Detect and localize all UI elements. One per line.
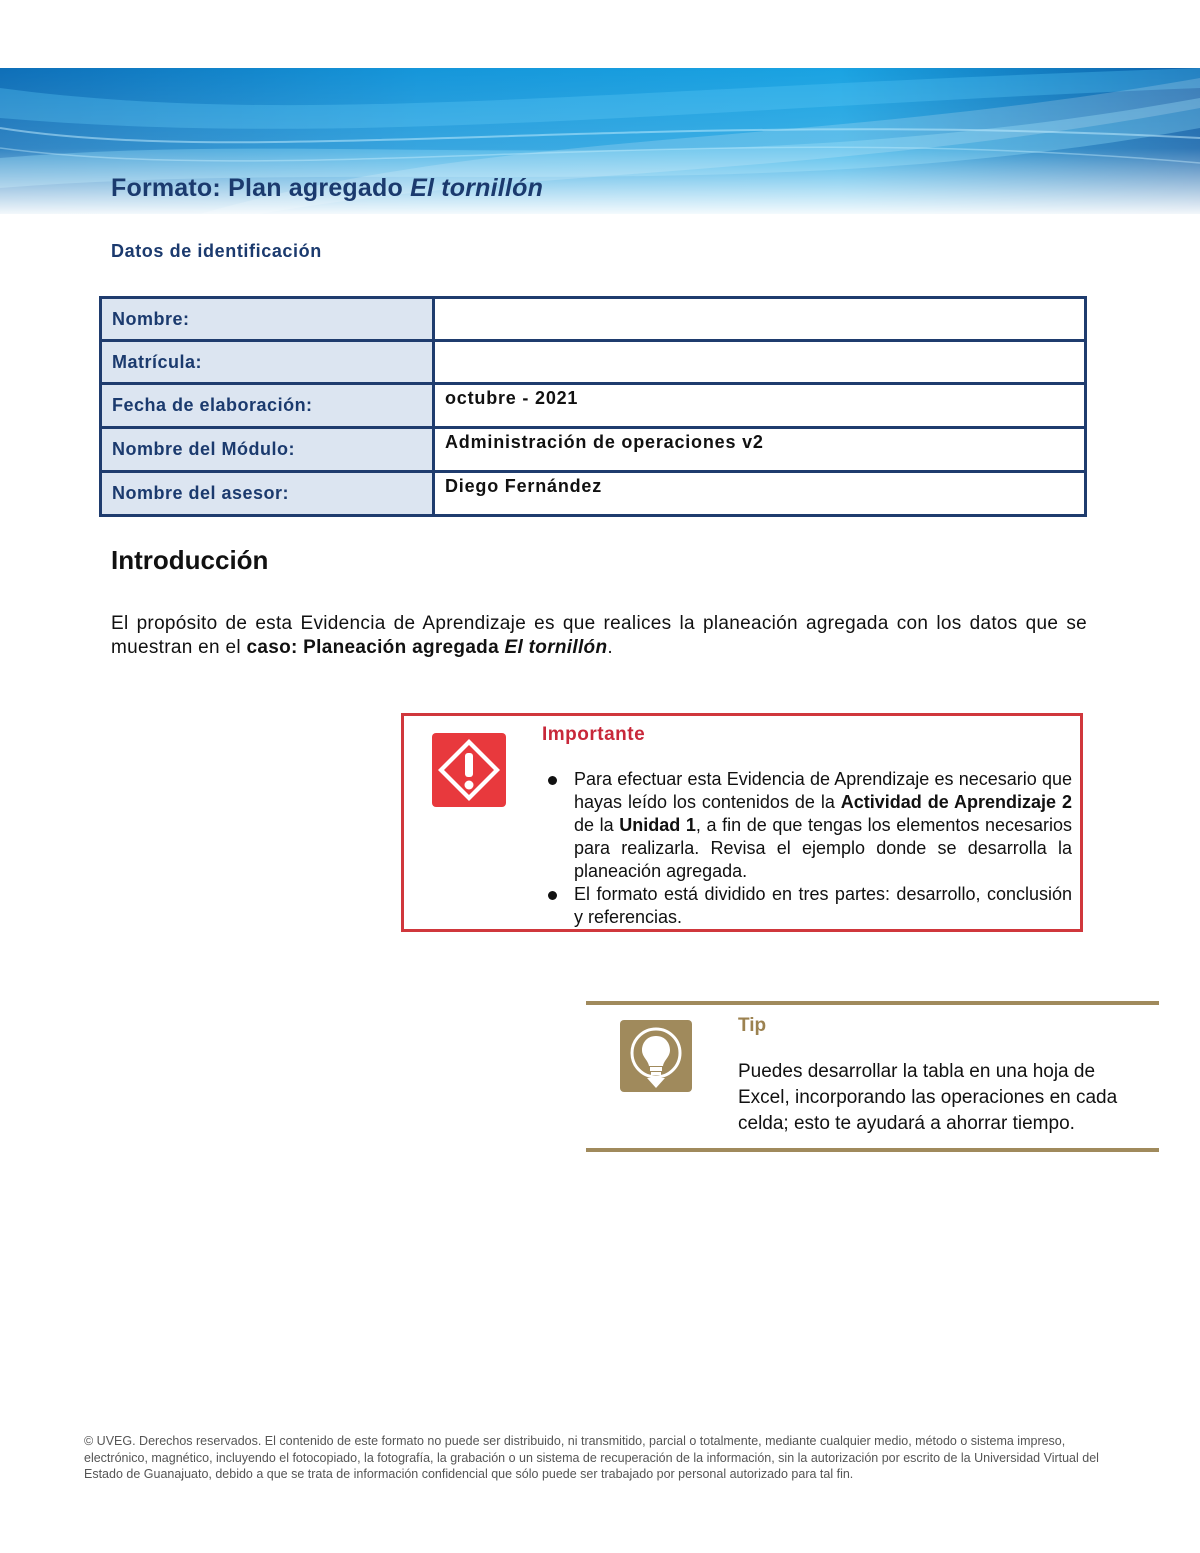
field-label-fecha: Fecha de elaboración: (101, 384, 434, 428)
field-label-nombre: Nombre: (101, 298, 434, 341)
list-item: Para efectuar esta Evidencia de Aprendizaje es necesario que hayas leído los contenidos de la Actividad de Aprendizaje 2 de la Unidad 1, a fin de que tengas los elementos necesarios para realizarla. Revisa el ejemplo donde se desarrolla la planeación agregada. (542, 768, 1072, 883)
lightbulb-icon (620, 1020, 692, 1092)
field-label-modulo: Nombre del Módulo: (101, 428, 434, 472)
intro-paragraph: El propósito de esta Evidencia de Aprendizaje es que realices la planeación agregada con los datos que se muestran en el caso: Planeación agregada El tornillón. (111, 613, 1087, 658)
field-value-matricula[interactable] (434, 341, 1086, 384)
field-label-matricula: Matrícula: (101, 341, 434, 384)
tip-title: Tip (738, 1015, 767, 1036)
table-row (101, 298, 1086, 341)
field-value-nombre[interactable] (434, 298, 1086, 341)
field-value-asesor[interactable]: Diego Fernández (434, 472, 1086, 516)
intro-heading: Introducción (111, 545, 269, 575)
important-title: Importante (542, 724, 646, 745)
table-row (101, 384, 1086, 428)
table-row (101, 472, 1086, 516)
field-label-asesor: Nombre del asesor: (101, 472, 434, 516)
copyright-footer: © UVEG. Derechos reservados. El contenido de este formato no puede ser distribuido, ni transmitido, parcial o totalmente, mediante cualquier medio, método o sistema impreso, electrónico, magnético, incluyendo el fotocopiado, la fotografía, la grabación o un sistema de recuperación de la información, sin la autorización por escrito de la Universidad Virtual del Estado de Guanajuato, debido a que se trata de información confidencial que sólo puede ser trabajado por personal autorizado para tal fin. (84, 1434, 1099, 1481)
identification-heading: Datos de identificación (111, 241, 322, 261)
list-item: El formato está dividido en tres partes: desarrollo, conclusión y referencias. (542, 883, 1072, 929)
tip-text: Puedes desarrollar la tabla en una hoja de Excel, incorporando las operaciones en cada celda; esto te ayudará a ahorrar tiempo. (738, 1061, 1118, 1134)
table-row (101, 428, 1086, 472)
identification-table (99, 296, 1087, 517)
field-value-modulo[interactable]: Administración de operaciones v2 (434, 428, 1086, 472)
important-list (542, 768, 1072, 929)
document-title: Formato: Plan agregado El tornillón (111, 174, 544, 202)
tip-callout (586, 1001, 1159, 1152)
field-value-fecha[interactable]: octubre - 2021 (434, 384, 1086, 428)
exclamation-warning-icon (432, 733, 506, 807)
table-row (101, 341, 1086, 384)
important-callout (401, 713, 1083, 932)
